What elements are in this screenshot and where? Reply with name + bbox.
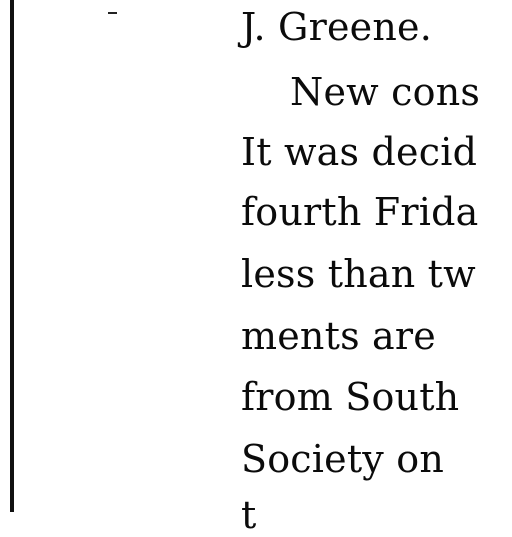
text-line-7: from South — [241, 375, 460, 419]
text-line-8: Society on — [241, 437, 445, 481]
text-line-5: less than tw — [241, 252, 476, 296]
text-line-1: J. Greene. — [241, 5, 432, 49]
column-rule — [10, 0, 14, 512]
text-line-3: It was decid — [241, 130, 478, 174]
text-line-6: ments are — [241, 314, 436, 358]
ink-speck — [108, 12, 117, 14]
text-line-4: fourth Frida — [241, 190, 479, 234]
text-line-9: t — [241, 493, 257, 537]
text-line-2: New cons — [290, 70, 481, 114]
